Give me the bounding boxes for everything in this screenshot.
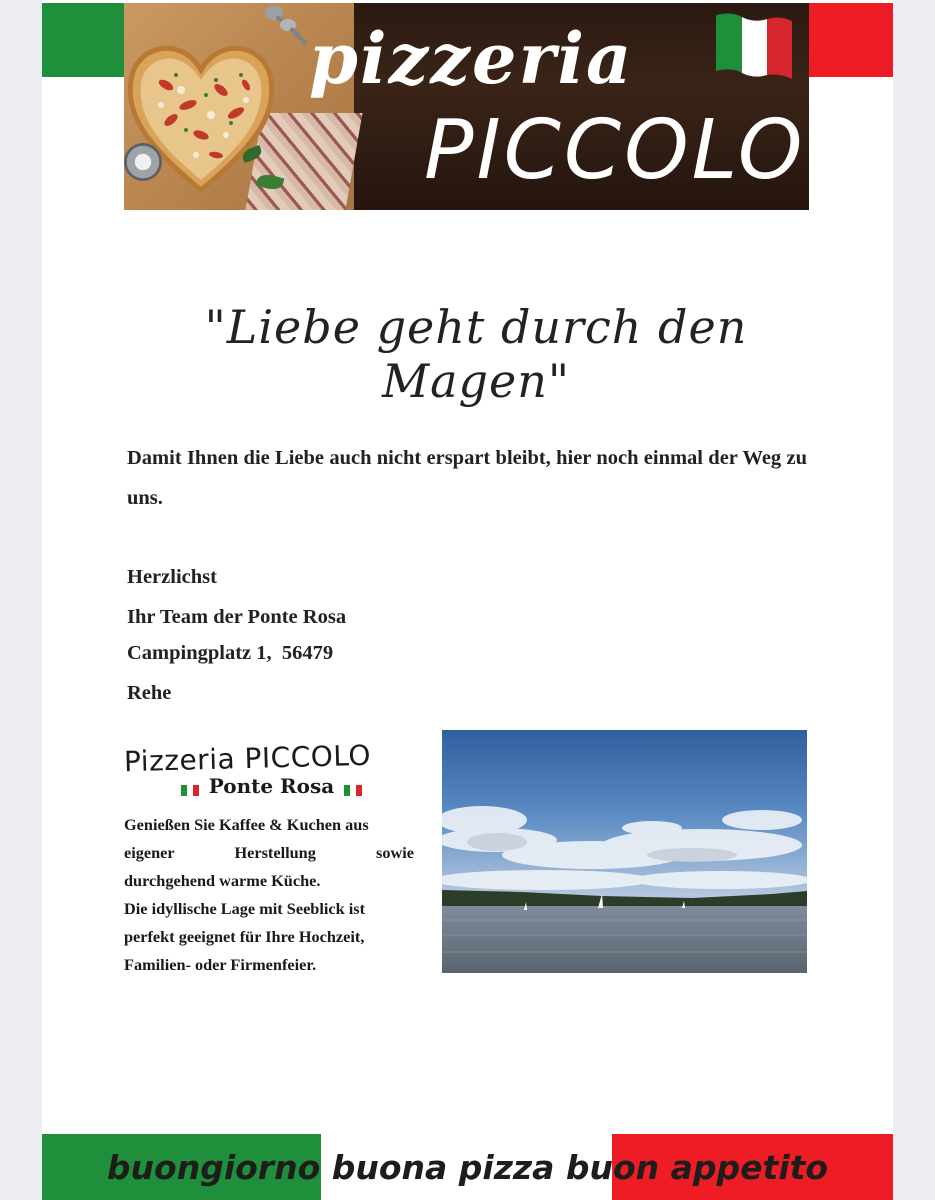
quote-heading: "Liebe geht durch den Magen": [204, 300, 748, 408]
banner-title-line1: pizzeria: [309, 17, 634, 100]
footer-slogan: buongiorno buona pizza buon appetito: [106, 1147, 829, 1187]
address-city: Rehe: [127, 682, 172, 704]
header-banner: [124, 3, 809, 210]
address-street: Campingplatz 1, 56479: [127, 642, 334, 664]
intro-paragraph: Damit Ihnen die Liebe auch nicht erspart bleibt, hier noch einmal der Weg zu uns.: [127, 447, 807, 509]
lake-photo: [442, 730, 807, 973]
team-name: Ihr Team der Ponte Rosa: [127, 606, 347, 628]
italy-flag-icon: [712, 9, 794, 87]
greeting-text: Herzlichst: [127, 566, 217, 588]
green-flag-strip: [42, 3, 124, 77]
pizza-cutter-icon: [124, 143, 162, 181]
italy-flag-icon: [181, 781, 199, 792]
pizzeria-logo-subtitle: [164, 774, 379, 798]
description-line: perfekt geeignet für Ihre Hochzeit,: [124, 927, 365, 946]
red-flag-strip: [809, 3, 893, 77]
banner-title-line2: PICCOLO: [424, 103, 806, 198]
italy-flag-icon: [344, 781, 362, 792]
logo-subtitle-text: Ponte Rosa: [208, 774, 335, 798]
description-line: durchgehend warme Küche.: [124, 871, 321, 890]
flyer-page: [42, 0, 893, 1200]
measuring-spoons-icon: [262, 3, 312, 63]
description-line: eigener Herstellung sowie: [124, 843, 414, 862]
description-line: Familien- oder Firmenfeier.: [124, 955, 317, 974]
description-paragraph: [124, 811, 414, 979]
description-line: Genießen Sie Kaffee & Kuchen aus: [124, 815, 369, 834]
pizzeria-logo-title: Pizzeria PICCOLO: [123, 738, 372, 779]
description-line: Die idyllische Lage mit Seeblick ist: [124, 899, 366, 918]
